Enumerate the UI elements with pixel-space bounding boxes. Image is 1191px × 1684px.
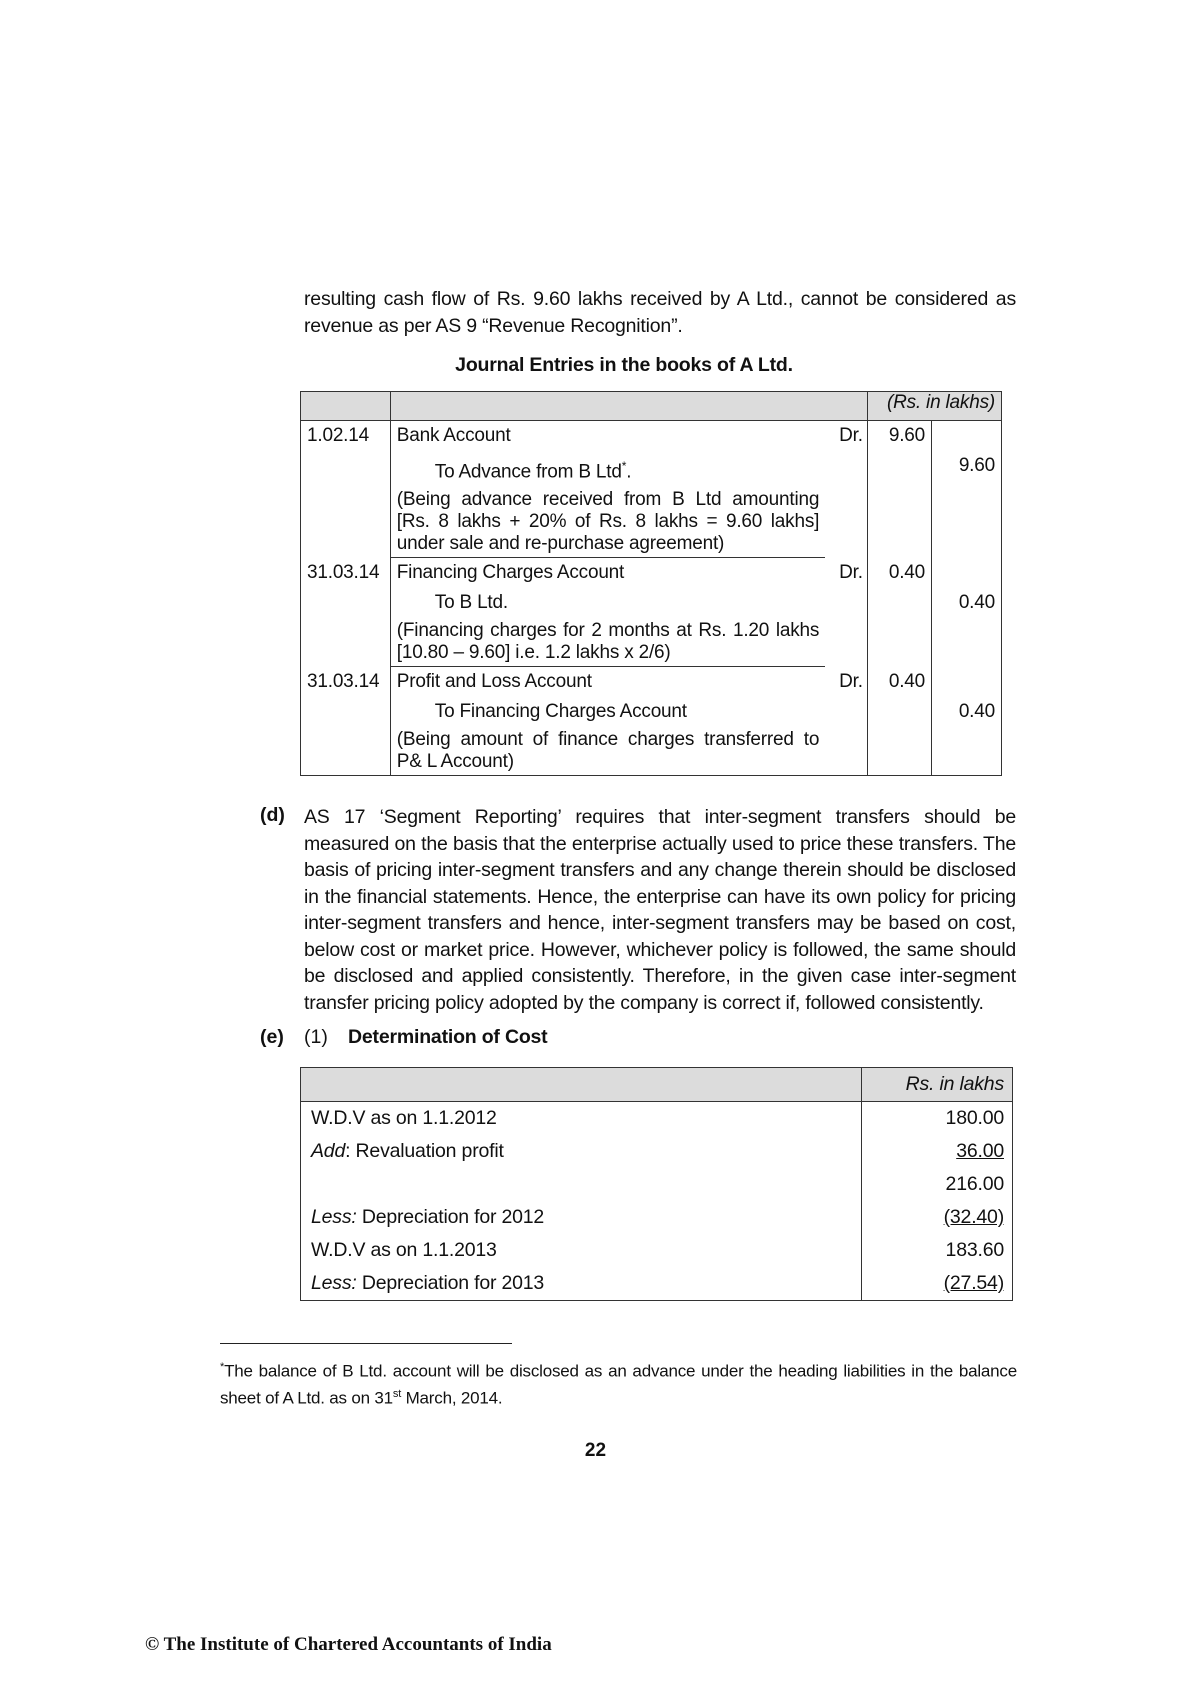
debit-account: Profit and Loss Account (396, 671, 592, 693)
credit-amount: 0.40 (932, 697, 1002, 727)
journal-entry-debit (301, 558, 1002, 589)
credit-amount: 9.60 (932, 451, 1002, 487)
debit-amount: 9.60 (867, 421, 931, 452)
cost-amount: (32.40) (862, 1201, 1013, 1234)
footnote-mark: * (220, 1361, 225, 1373)
narration: (Being amount of finance charges transferred to P& L Account) (390, 727, 825, 776)
entry-date: 1.02.14 (301, 421, 391, 452)
journal-header-row (301, 392, 1002, 421)
footnote: *The balance of B Ltd. account will be disclosed as an advance under the heading liabilities in the balance sheet of A Ltd. as on 31st March, 2014. (220, 1361, 1017, 1408)
section-e-heading: Determination of Cost (348, 1026, 548, 1048)
dr-label: Dr. (825, 421, 867, 452)
footnote-mark: * (621, 459, 627, 473)
credit-account: To Financing Charges Account (434, 701, 687, 723)
journal-entry-narration (301, 487, 1002, 558)
cost-row (301, 1102, 1013, 1136)
entry-date: 31.03.14 (301, 558, 391, 589)
cost-determination-table (300, 1067, 1013, 1301)
copyright-footer: © The Institute of Chartered Accountants of India (145, 1634, 552, 1655)
cost-label (301, 1168, 862, 1201)
cost-amount: 180.00 (862, 1102, 1013, 1136)
journal-units: (Rs. in lakhs) (867, 392, 1001, 421)
cost-label: Less: Depreciation for 2013 (301, 1267, 862, 1301)
cost-amount: 36.00 (862, 1135, 1013, 1168)
journal-entry-debit (301, 421, 1002, 452)
journal-entry-credit (301, 697, 1002, 727)
credit-account: To Advance from B Ltd*. (434, 459, 632, 483)
dr-label: Dr. (825, 558, 867, 589)
intro-paragraph: resulting cash flow of Rs. 9.60 lakhs received by A Ltd., cannot be considered as revenue as per AS 9 “Revenue Recognition”. (304, 288, 1016, 337)
entry-date: 31.03.14 (301, 667, 391, 698)
section-d-marker: (d) (260, 804, 285, 826)
narration: (Financing charges for 2 months at Rs. 1.20 lakhs [10.80 – 9.60] i.e. 1.2 lakhs x 2/6) (390, 618, 825, 667)
journal-entry-credit (301, 588, 1002, 618)
journal-entry-credit (301, 451, 1002, 487)
debit-account: Financing Charges Account (396, 562, 625, 584)
section-e-marker: (e) (260, 1026, 284, 1048)
section-d-paragraph: AS 17 ‘Segment Reporting’ requires that inter-segment transfers should be measured on the basis that the enterprise actually used to price these transfers. The basis of pricing inter-segment transfers and any change therein should be disclosed in the financial statements. Hence, the enterprise can have its own policy for pricing inter-segment transfers and hence, inter-segment transfers may be based on cost, below cost or market price. However, whichever policy is followed, the same should be disclosed and applied consistently. Therefore, in the given case inter-segment transfer pricing policy adopted by the company is correct if, followed consistently. (304, 806, 1016, 1014)
cost-units: Rs. in lakhs (862, 1068, 1013, 1102)
cost-row (301, 1168, 1013, 1201)
section-e-sub-marker: (1) (304, 1026, 328, 1048)
cost-row (301, 1234, 1013, 1267)
page-number: 22 (584, 1440, 607, 1461)
journal-entry-narration (301, 727, 1002, 776)
journal-entry-debit (301, 667, 1002, 698)
credit-account: To B Ltd. (434, 592, 508, 614)
debit-account: Bank Account (396, 425, 511, 446)
debit-amount: 0.40 (867, 558, 931, 589)
cost-label: Less: Depreciation for 2012 (301, 1201, 862, 1234)
credit-amount: 0.40 (932, 588, 1002, 618)
cost-amount: 216.00 (862, 1168, 1013, 1201)
cost-amount: 183.60 (862, 1234, 1013, 1267)
cost-label: Add: Revaluation profit (301, 1135, 862, 1168)
cost-row (301, 1201, 1013, 1234)
dr-label: Dr. (825, 667, 867, 698)
cost-row (301, 1267, 1013, 1301)
cost-label: W.D.V as on 1.1.2012 (301, 1102, 862, 1136)
journal-title: Journal Entries in the books of A Ltd. (455, 354, 793, 376)
journal-entry-narration (301, 618, 1002, 667)
journal-entries-table (300, 391, 1002, 776)
narration: (Being advance received from B Ltd amounting [Rs. 8 lakhs + 20% of Rs. 8 lakhs = 9.60 lakhs] under sale and re-purchase agreement) (390, 487, 825, 558)
cost-row (301, 1135, 1013, 1168)
cost-header-row (301, 1068, 1013, 1102)
cost-label: W.D.V as on 1.1.2013 (301, 1234, 862, 1267)
debit-amount: 0.40 (867, 667, 931, 698)
footnote-divider (220, 1343, 512, 1344)
cost-amount: (27.54) (862, 1267, 1013, 1301)
